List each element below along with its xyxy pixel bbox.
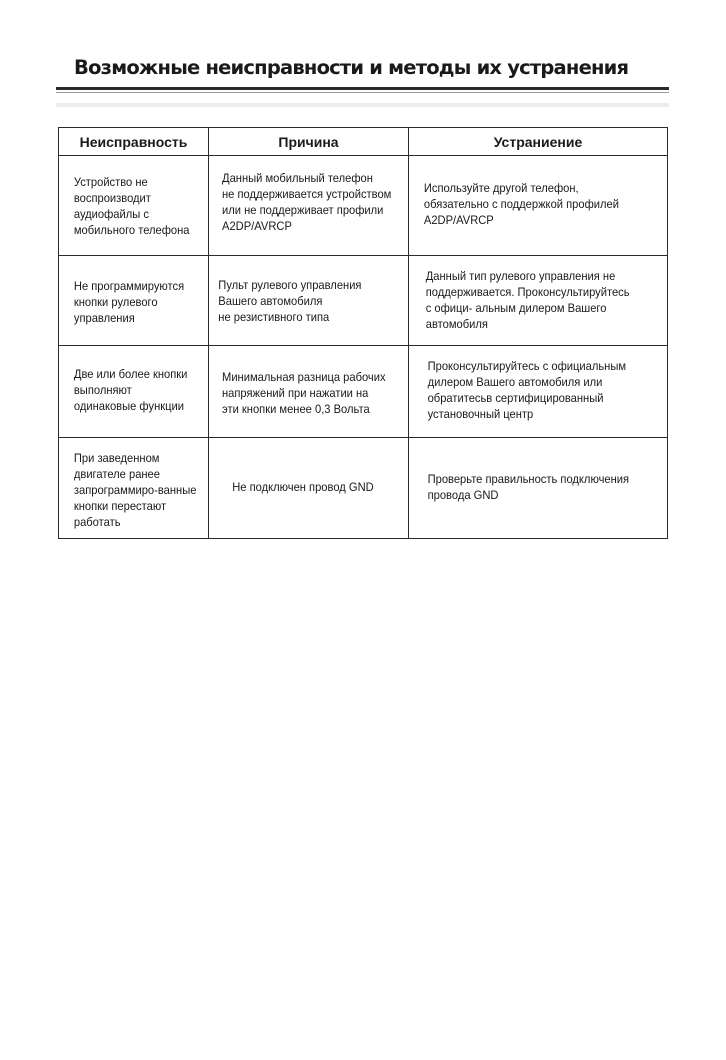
solution-text: Используйте другой телефон, обязательно с поддержкой профилей A2DP/AVRCP [423, 181, 619, 227]
cause-cell [209, 346, 409, 438]
problem-cell [59, 156, 209, 256]
solution-cell [409, 346, 668, 438]
solution-cell [409, 256, 668, 346]
title-rule-thin [56, 92, 669, 93]
solution-text: Проконсультируйтесь с официальным дилером Вашего автомобиля или обратитесьв сертифицированный установочный центр [427, 359, 627, 421]
header-solution: Устраниение [409, 128, 668, 156]
troubleshooting-table [58, 127, 668, 539]
header-problem: Неисправность [59, 128, 209, 156]
problem-text: При заведенном двигателе ранее запрограммиро-ванные кнопки перестают работать [73, 451, 197, 529]
cause-text: Данный мобильный телефон не поддерживается устройством или не поддерживает профили A2DP/AVRCP [222, 171, 392, 233]
solution-cell [409, 156, 668, 256]
cause-text: Не подключен провод GND [232, 480, 374, 494]
cause-cell [209, 438, 409, 539]
solution-cell [409, 438, 668, 539]
solution-text: Проверьте правильность подключения провода GND [427, 472, 630, 502]
page-title: Возможные неисправности и методы их устранения [74, 56, 629, 79]
problem-text: Не программируются кнопки рулевого управления [73, 279, 185, 325]
problem-text: Устройство не воспроизводит аудиофайлы с мобильного телефона [73, 175, 190, 237]
problem-cell [59, 256, 209, 346]
problem-text: Две или более кнопки выполняют одинаковые функции [73, 367, 188, 413]
table-row [59, 256, 668, 346]
cause-cell [209, 256, 409, 346]
problem-cell [59, 438, 209, 539]
cause-text: Минимальная разница рабочих напряжений при нажатии на эти кнопки менее 0,3 Вольта [222, 370, 386, 416]
table-header-row [59, 128, 668, 156]
table-row [59, 156, 668, 256]
title-rule-light [56, 103, 669, 107]
title-rule-thick [56, 87, 669, 90]
header-cause: Причина [209, 128, 409, 156]
solution-text: Данный тип рулевого управления не поддерживается. Проконсультируйтесь с офици- альным дилером Вашего автомобиля [425, 269, 630, 331]
problem-cell [59, 346, 209, 438]
cause-cell [209, 156, 409, 256]
table-row [59, 438, 668, 539]
cause-text: Пульт рулевого управления Вашего автомобиля не резистивного типа [218, 278, 362, 324]
table-row [59, 346, 668, 438]
